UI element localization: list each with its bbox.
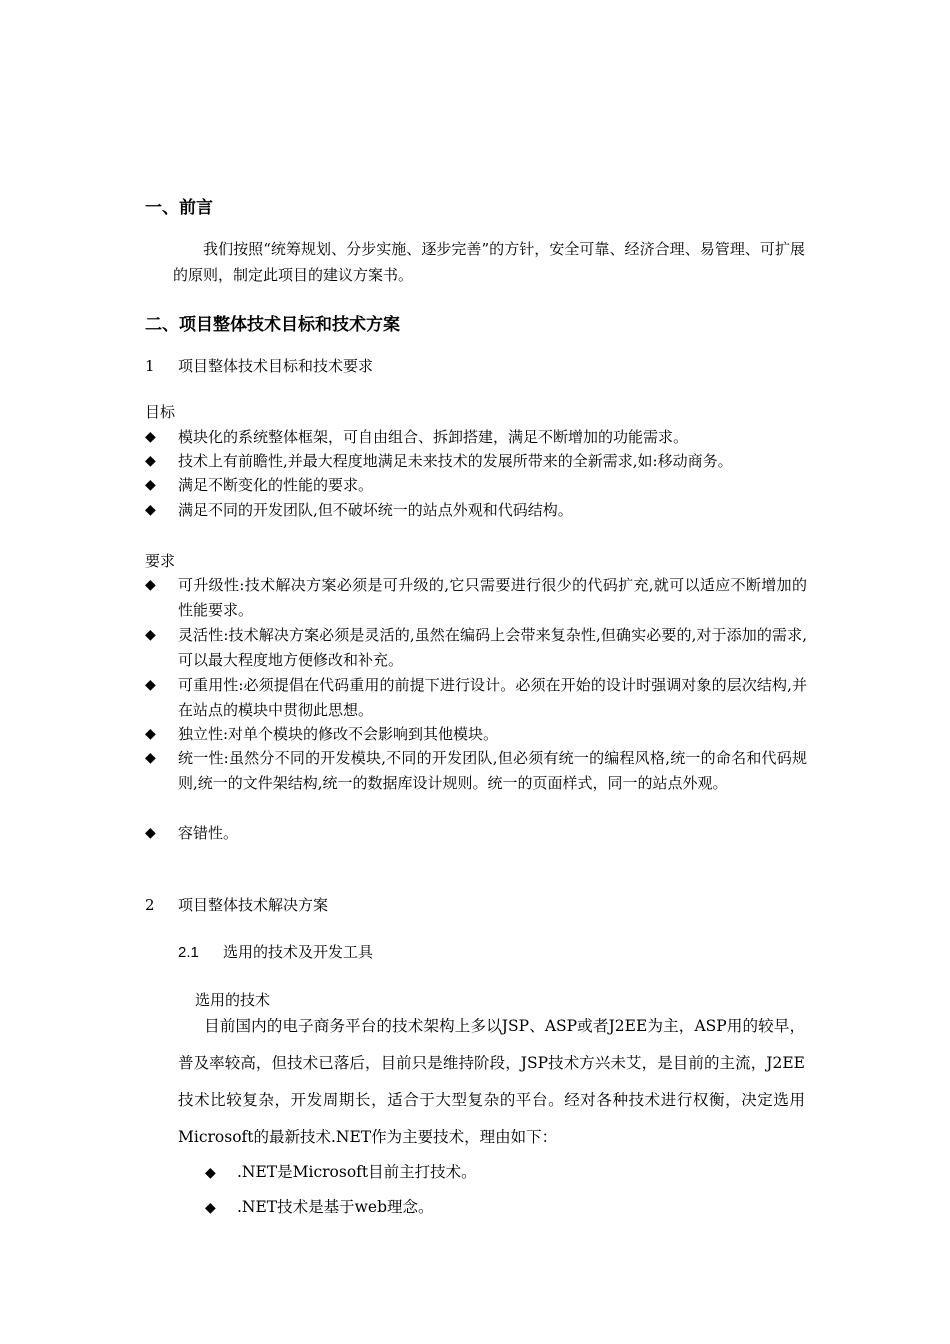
- goal-item: [145, 473, 807, 498]
- heading-preface: 一、前言: [145, 198, 213, 218]
- requirement-item: [145, 573, 807, 623]
- section-1-number: 1: [145, 357, 155, 375]
- requirements-label: 要求: [145, 552, 176, 570]
- diamond-bullet-icon: ◆: [145, 453, 156, 469]
- reason-item: [205, 1160, 477, 1182]
- section-2-1-title: [178, 941, 373, 962]
- requirement-item: [145, 673, 807, 723]
- requirement-text: 可升级性:技术解决方案必须是可升级的,它只需要进行很少的代码扩充,就可以适应不断增加的性能要求。: [178, 576, 807, 619]
- section-1-title: [145, 355, 373, 376]
- goal-text: 满足不断变化的性能的要求。: [178, 476, 374, 494]
- goal-item: [145, 425, 807, 450]
- section-2-1-text: 选用的技术及开发工具: [223, 943, 374, 961]
- requirement-item: [145, 746, 807, 796]
- goal-item: [145, 498, 807, 523]
- diamond-bullet-icon: ◆: [145, 750, 156, 766]
- reason-text: .NET是Microsoft目前主打技术。: [237, 1163, 477, 1181]
- section-2-1-number: 2.1: [178, 944, 199, 961]
- requirement-text: 统一性:虽然分不同的开发模块,不同的开发团队,但必须有统一的编程风格,统一的命名和代码规则,统一的文件架结构,统一的数据库设计规则。统一的页面样式，同一的站点外观。: [178, 749, 807, 792]
- requirement-text: 灵活性:技术解决方案必须是灵活的,虽然在编码上会带来复杂性,但确实必要的,对于添加的需求,可以最大程度地方便修改和补充。: [178, 626, 807, 669]
- diamond-bullet-icon: ◆: [145, 429, 156, 445]
- diamond-bullet-icon: ◆: [145, 677, 156, 693]
- diamond-bullet-icon: ◆: [145, 502, 156, 518]
- goal-item: [145, 449, 807, 474]
- requirement-item: [145, 722, 807, 747]
- section-2-text: 项目整体技术解决方案: [178, 896, 329, 914]
- requirement-text: 可重用性:必须提倡在代码重用的前提下进行设计。必须在开始的设计时强调对象的层次结构,并在站点的模块中贯彻此思想。: [178, 676, 807, 719]
- diamond-bullet-icon: ◆: [145, 726, 156, 742]
- requirement-text: 独立性:对单个模块的修改不会影响到其他模块。: [178, 725, 499, 743]
- goal-text: 技术上有前瞻性,并最大程度地满足未来技术的发展所带来的全新需求,如:移动商务。: [178, 452, 733, 470]
- heading-tech: 二、项目整体技术目标和技术方案: [145, 315, 400, 335]
- preface-paragraph: [173, 236, 805, 288]
- preface-text: 我们按照“统筹规划、分步实施、逐步完善”的方针，安全可靠、经济合理、易管理、可扩展的原则，制定此项目的建议方案书。: [173, 240, 805, 284]
- requirement-item: [145, 821, 807, 846]
- chosen-tech-label: 选用的技术: [195, 991, 271, 1009]
- diamond-bullet-icon: ◆: [205, 1165, 216, 1181]
- diamond-bullet-icon: ◆: [145, 627, 156, 643]
- goal-text: 模块化的系统整体框架，可自由组合、拆卸搭建，满足不断增加的功能需求。: [178, 428, 689, 446]
- section-1-text: 项目整体技术目标和技术要求: [178, 357, 374, 375]
- reason-item: [205, 1195, 434, 1217]
- diamond-bullet-icon: ◆: [145, 825, 156, 841]
- section-2-title: [145, 894, 328, 915]
- chosen-tech-paragraph: [178, 1008, 805, 1156]
- chosen-tech-text: 目前国内的电子商务平台的技术架构上多以JSP、ASP或者J2EE为主，ASP用的较早，普及率较高，但技术已落后，目前只是维持阶段，JSP技术方兴未艾，是目前的主流，J2EE技术比较复杂，开发周期长，适合于大型复杂的平台。经对各种技术进行权衡，决定选用Microsoft的最新技术.NET作为主要技术，理由如下：: [178, 1017, 805, 1146]
- section-2-number: 2: [145, 896, 155, 914]
- diamond-bullet-icon: ◆: [205, 1200, 216, 1216]
- diamond-bullet-icon: ◆: [145, 577, 156, 593]
- requirement-text: 容错性。: [178, 824, 239, 842]
- goals-label: 目标: [145, 403, 176, 421]
- reason-text: .NET技术是基于web理念。: [237, 1198, 434, 1216]
- requirement-item: [145, 623, 807, 673]
- goal-text: 满足不同的开发团队,但不破坏统一的站点外观和代码结构。: [178, 501, 573, 519]
- diamond-bullet-icon: ◆: [145, 477, 156, 493]
